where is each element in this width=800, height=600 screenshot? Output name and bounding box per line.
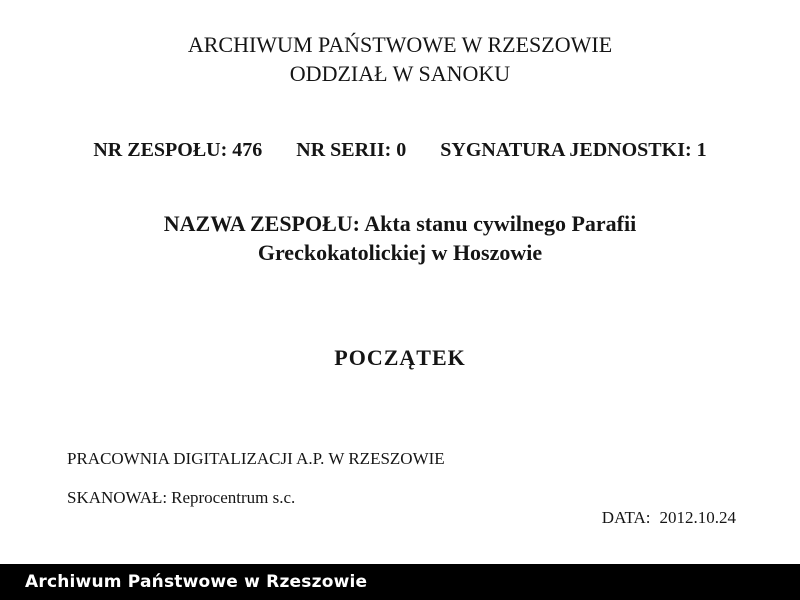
- unit-signature-label: SYGNATURA JEDNOSTKI:: [440, 139, 692, 161]
- scanned-by-label: SKANOWAŁ:: [67, 488, 168, 507]
- fonds-title: [0, 209, 800, 267]
- archive-header: [0, 30, 800, 88]
- series-number-value: 0: [396, 139, 407, 161]
- fonds-number-field: [93, 139, 262, 162]
- series-number-label: NR SERII:: [296, 139, 392, 161]
- unit-signature-field: [440, 139, 706, 162]
- series-number-field: [296, 139, 406, 162]
- section-marker: POCZĄTEK: [334, 345, 466, 370]
- fonds-title-line1: NAZWA ZESPOŁU: Akta stanu cywilnego Parafii: [163, 211, 637, 236]
- digitization-lab-line: PRACOWNIA DIGITALIZACJI A.P. W RZESZOWIE: [67, 449, 445, 468]
- footer-archive-name: Archiwum Państwowe w Rzeszowie: [25, 572, 368, 592]
- scan-date-label: DATA:: [601, 508, 651, 527]
- fonds-number-value: 476: [232, 139, 263, 161]
- fonds-title-line2: Greckokatolickiej w Hoszowie: [257, 240, 543, 265]
- scanned-by-line: [67, 488, 295, 508]
- scan-date-line: [602, 508, 736, 528]
- fonds-number-label: NR ZESPOŁU:: [93, 139, 228, 161]
- archive-branch: ODDZIAŁ W SANOKU: [289, 61, 511, 86]
- scan-date-value: 2012.10.24: [659, 508, 736, 527]
- reference-numbers-line: [0, 139, 800, 162]
- scanned-by-value: Reprocentrum s.c.: [171, 488, 296, 507]
- unit-signature-value: 1: [696, 139, 707, 161]
- archive-name: ARCHIWUM PAŃSTWOWE W RZESZOWIE: [187, 32, 613, 57]
- footer-caption-bar: [0, 564, 800, 600]
